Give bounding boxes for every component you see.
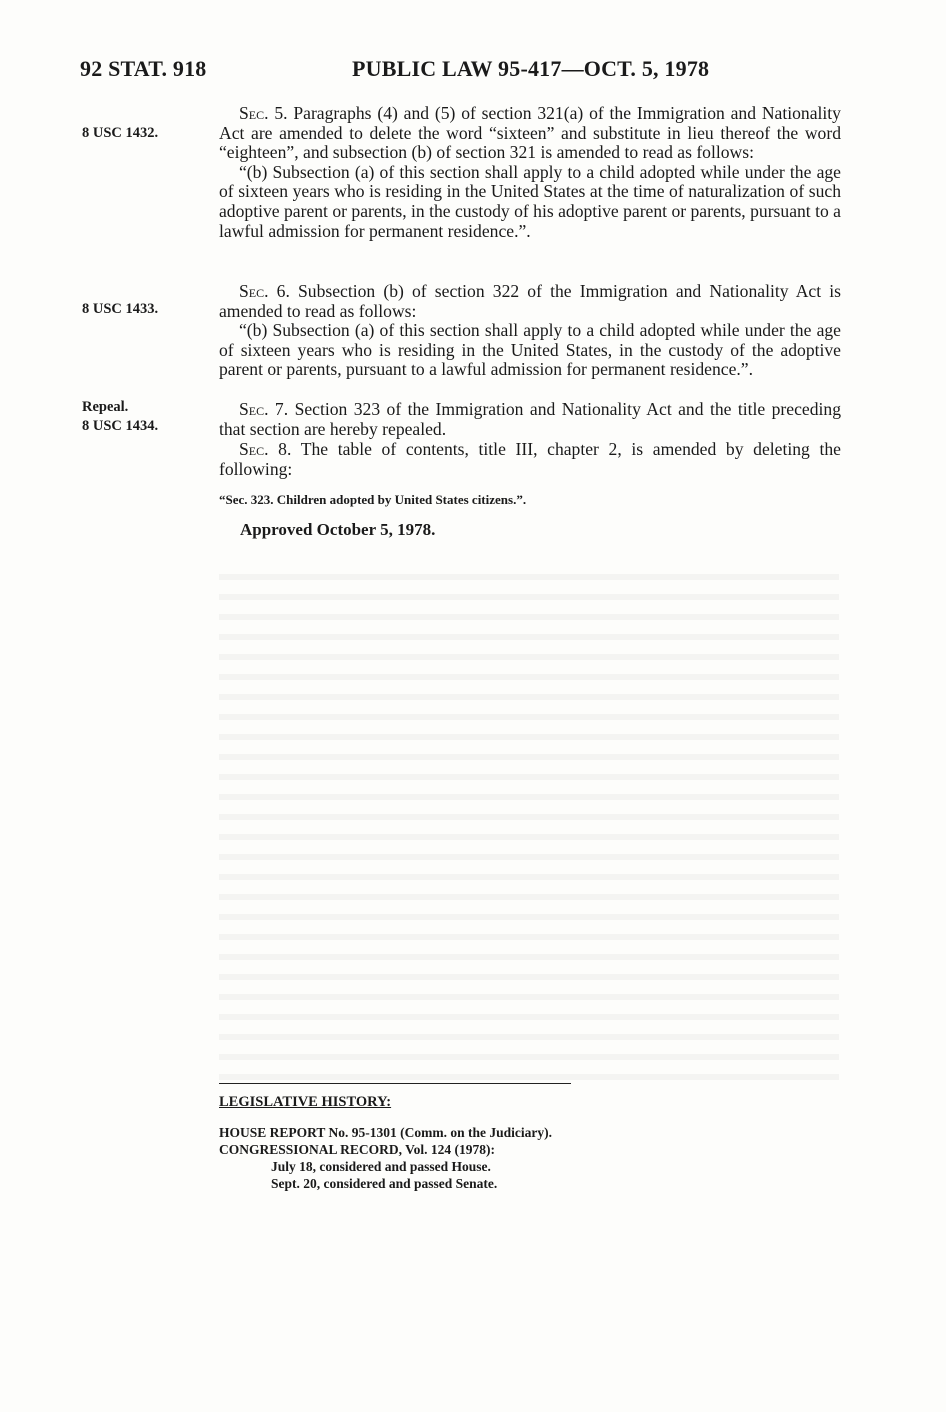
house-report: HOUSE REPORT No. 95-1301 (Comm. on the Judiciary). [219,1125,553,1140]
sec5-quote: “(b) Subsection (a) of this section shall apply to a child adopted while under the age of sixteen years who is residing in the United States at the time of naturalization of such adoptive parent or parents, in the custody of his adoptive parent or parents, pursuant to a lawful admission for permanent residence.”. [219,161,841,241]
section-6 [219,282,841,380]
sec6-paragraph [219,282,841,321]
house-action: July 18, considered and passed House. [271,1159,491,1174]
divider-rule [219,1083,571,1084]
margin-note-8usc1433: 8 USC 1433. [82,301,159,317]
sec5-paragraph [219,104,841,163]
margin-note-8usc1434: 8 USC 1434. [82,418,159,434]
stat-page-number: 92 STAT. 918 [80,56,207,81]
sec7-paragraph [219,400,841,439]
approval-date: Approved October 5, 1978. [240,520,436,539]
sec7-text: Section 323 of the Immigration and Nationality Act and the title preceding that section are hereby repealed. [219,399,841,439]
section-7 [219,400,841,439]
sec8-label: Sec. 8. [239,439,292,459]
sec8-paragraph [219,440,841,479]
senate-action: Sept. 20, considered and passed Senate. [271,1176,498,1191]
sec5-text: Paragraphs (4) and (5) of section 321(a) of the Immigration and Nationality Act are amended to delete the word “sixteen” and substitute in lieu thereof the word “eighteen”, and subsection (b) of section 321 is amended to read as follows: [219,103,841,163]
bleed-through-shadow [219,560,839,1080]
public-law-header: PUBLIC LAW 95-417—OCT. 5, 1978 [352,56,710,81]
sec6-text: Subsection (b) of section 322 of the Immigration and Nationality Act is amended to read as follows: [219,281,841,321]
margin-note-repeal: Repeal. [82,399,129,415]
sec8-text: The table of contents, title III, chapter 2, is amended by deleting the following: [219,439,841,479]
sec5-label: Sec. 5. [239,103,288,123]
section-8 [219,440,841,479]
congressional-record: CONGRESSIONAL RECORD, Vol. 124 (1978): [219,1142,496,1157]
margin-note-8usc1432: 8 USC 1432. [82,125,159,141]
sec6-label: Sec. 6. [239,281,290,301]
section-5 [219,104,841,241]
sec7-label: Sec. 7. [239,399,289,419]
deleted-toc-entry: “Sec. 323. Children adopted by United States citizens.”. [219,492,527,507]
legislative-history-title: LEGISLATIVE HISTORY: [219,1094,392,1110]
sec6-quote: “(b) Subsection (a) of this section shall apply to a child adopted while under the age of sixteen years who is residing in the United States, in the custody of the adoptive parent or parents, pursuant to a lawful admission for permanent residence.”. [219,320,841,380]
